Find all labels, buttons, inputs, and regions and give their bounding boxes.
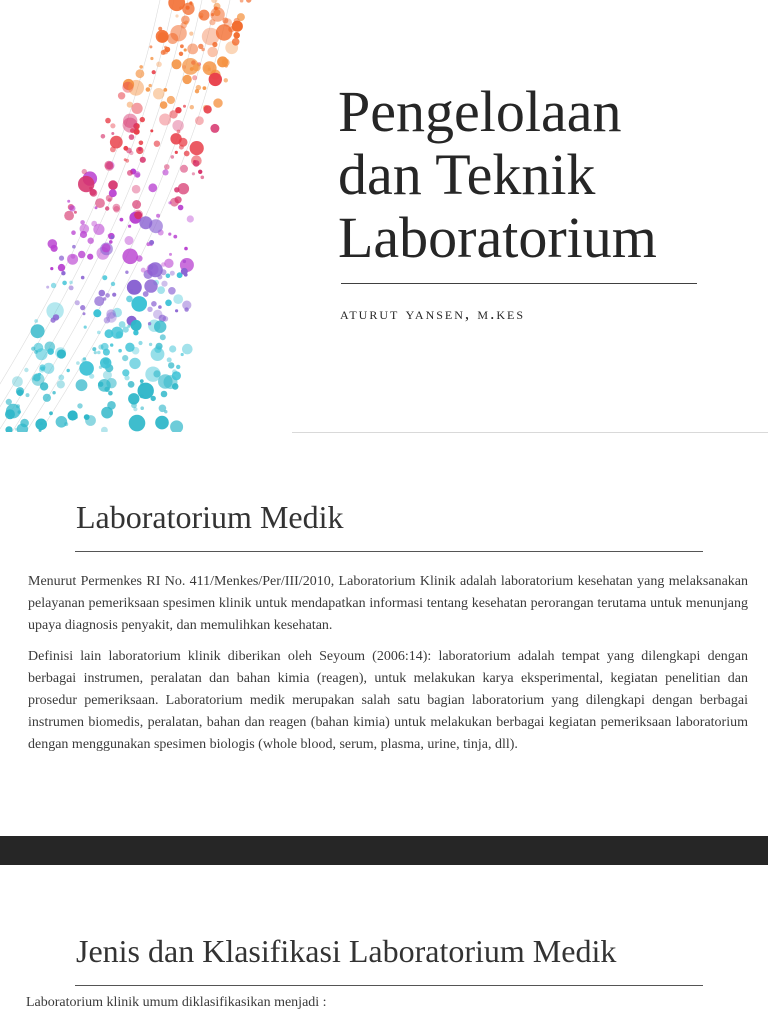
decorative-dot bbox=[103, 297, 107, 301]
decorative-dot bbox=[46, 286, 49, 289]
decorative-dot bbox=[49, 411, 53, 415]
decorative-dot bbox=[125, 343, 134, 352]
decorative-dot bbox=[184, 151, 190, 157]
decorative-dot bbox=[53, 314, 59, 320]
decorative-dot bbox=[143, 291, 149, 297]
decorative-dot bbox=[175, 151, 178, 154]
decorative-dot bbox=[182, 344, 193, 355]
decorative-dot bbox=[152, 70, 156, 74]
decorative-dot bbox=[52, 391, 55, 394]
decorative-dot bbox=[99, 366, 102, 369]
decorative-dot bbox=[61, 271, 65, 275]
decorative-dot bbox=[12, 376, 23, 387]
decorative-dot bbox=[38, 373, 41, 376]
decorative-dot bbox=[129, 415, 146, 432]
decorative-dot bbox=[165, 300, 172, 307]
decorative-dot bbox=[129, 358, 140, 369]
decorative-dot bbox=[180, 44, 184, 48]
title-line-2: dan Teknik bbox=[338, 142, 596, 207]
decorative-dot bbox=[26, 393, 30, 397]
laboratorium-medik-slide bbox=[0, 433, 768, 836]
decorative-dot bbox=[148, 265, 153, 270]
decorative-dot bbox=[149, 45, 152, 48]
decorative-dot bbox=[146, 87, 151, 92]
decorative-dot bbox=[187, 215, 194, 222]
decorative-dot bbox=[88, 238, 94, 244]
decorative-dot bbox=[103, 371, 112, 380]
decorative-dot bbox=[161, 262, 166, 267]
decorative-dot bbox=[89, 374, 94, 379]
decorative-dot bbox=[110, 123, 115, 128]
decorative-dot bbox=[192, 172, 195, 175]
decorative-dot bbox=[111, 235, 115, 239]
decorative-dot bbox=[173, 294, 183, 304]
decorative-dot bbox=[102, 243, 111, 252]
decorative-dot bbox=[138, 341, 142, 345]
decorative-dot bbox=[172, 59, 182, 69]
decorative-dot bbox=[156, 62, 162, 68]
decorative-dot bbox=[154, 346, 161, 353]
decorative-dot bbox=[161, 391, 168, 398]
decorative-dot bbox=[189, 31, 193, 35]
decorative-dot bbox=[132, 200, 141, 209]
heading-divider bbox=[75, 551, 703, 552]
decorative-dot bbox=[67, 200, 70, 203]
decorative-dot bbox=[64, 422, 68, 426]
decorative-dot bbox=[79, 361, 94, 376]
decorative-dot bbox=[198, 44, 203, 49]
decorative-dot bbox=[136, 69, 145, 78]
decorative-dot bbox=[91, 221, 97, 227]
decorative-dot bbox=[128, 381, 135, 388]
decorative-dot bbox=[167, 96, 175, 104]
decorative-dot bbox=[126, 296, 133, 303]
decorative-dot bbox=[207, 47, 217, 57]
decorative-dot bbox=[123, 146, 128, 151]
decorative-dot bbox=[122, 248, 138, 264]
decorative-dot bbox=[195, 116, 204, 125]
decorative-dot bbox=[103, 358, 109, 364]
decorative-dot bbox=[153, 310, 162, 319]
decorative-dot bbox=[190, 67, 194, 71]
decorative-dot bbox=[182, 75, 191, 84]
decorative-dot bbox=[160, 334, 166, 340]
decorative-dot bbox=[113, 206, 120, 213]
slide-body bbox=[28, 571, 748, 765]
decorative-dot bbox=[139, 65, 143, 69]
decorative-dot bbox=[131, 296, 147, 312]
decorative-dot bbox=[209, 19, 215, 25]
decorative-dot bbox=[59, 256, 64, 261]
decorative-dot bbox=[125, 236, 134, 245]
decorative-dot bbox=[150, 129, 153, 132]
decorative-dot bbox=[108, 180, 118, 190]
decorative-dot bbox=[160, 101, 168, 109]
decorative-dot bbox=[83, 357, 86, 360]
decorative-dot bbox=[134, 211, 142, 219]
decorative-dot bbox=[127, 170, 133, 176]
decorative-dot bbox=[158, 27, 162, 31]
decorative-dot bbox=[83, 312, 86, 315]
decorative-dot bbox=[105, 206, 109, 210]
decorative-dot bbox=[184, 48, 187, 51]
decorative-dot bbox=[154, 321, 166, 333]
decorative-dot bbox=[98, 379, 111, 392]
decorative-dot bbox=[153, 370, 160, 377]
decorative-dot bbox=[111, 132, 114, 135]
decorative-dot bbox=[211, 0, 217, 3]
decorative-dot bbox=[217, 56, 228, 67]
decorative-dot bbox=[208, 68, 211, 71]
slide-heading: Laboratorium Medik bbox=[76, 499, 344, 535]
decorative-dot bbox=[173, 235, 177, 239]
decorative-dot bbox=[71, 230, 76, 235]
decorative-dot bbox=[140, 157, 146, 163]
decorative-dot bbox=[184, 273, 188, 277]
decorative-dot bbox=[180, 165, 188, 173]
decorative-dot bbox=[131, 402, 137, 408]
decorative-dot bbox=[183, 105, 186, 108]
decorative-dot bbox=[161, 269, 167, 275]
decorative-dot bbox=[6, 399, 12, 405]
decorative-dot bbox=[164, 46, 167, 49]
decorative-dot bbox=[118, 349, 122, 353]
author-name: aturut yansen, m.kes bbox=[340, 304, 526, 323]
decorative-dot bbox=[43, 394, 51, 402]
decorative-dot bbox=[193, 160, 200, 167]
decorative-dot bbox=[178, 183, 189, 194]
decorative-dot bbox=[164, 259, 173, 268]
decorative-dot bbox=[109, 240, 113, 244]
decorative-dot bbox=[171, 155, 175, 159]
decorative-dot bbox=[57, 349, 66, 358]
decorative-dot bbox=[228, 26, 234, 32]
decorative-dot bbox=[138, 147, 142, 151]
paragraph-seyoum: Definisi lain laboratorium klinik diberikan oleh Seyoum (2006:14): laboratorium adalah tempat yang dilengkapi dengan berbagai instrumen, peralatan dan bahan kimia (reagen), untuk melakukan karya eksperimental, kegiatan penelitian dan prosedur pemeriksaan. Laboratorium medik merupakan salah satu bagian laboratorium yang dilengkapi dengan berbagai instrumen biomedis, peralatan, bahan dan reagen (bahan kimia) untuk melakukan berbagai kegiatan pemeriksaan laboratorium dengan menggunakan spesimen biologis (whole blood, serum, plasma, urine, tinja, dll). bbox=[28, 649, 748, 752]
decorative-dot bbox=[127, 280, 142, 295]
decorative-dot bbox=[181, 353, 184, 356]
decorative-dot bbox=[31, 347, 35, 351]
decorative-dot bbox=[68, 410, 78, 420]
decorative-dot bbox=[144, 279, 157, 292]
paragraph-permenkes: Menurut Permenkes RI No. 411/Menkes/Per/III/2010, Laboratorium Klinik adalah laboratorium kesehatan yang melaksanakan pelayanan pemeriksaan spesimen klinik untuk mendapatkan informasi tentang kesehatan perorangan terutama untuk menunjang upaya diagnosis penyakit, dan memulihkan kesehatan. bbox=[28, 574, 748, 633]
decorative-dot bbox=[50, 267, 53, 270]
decorative-dot bbox=[140, 117, 145, 122]
decorative-dot bbox=[140, 379, 144, 383]
decorative-dot bbox=[181, 15, 190, 24]
decorative-dot bbox=[136, 255, 142, 261]
decorative-dot bbox=[101, 134, 106, 139]
decorative-dot bbox=[74, 211, 77, 214]
decorative-dot bbox=[67, 369, 70, 372]
decorative-dot bbox=[246, 0, 251, 3]
decorative-dot bbox=[150, 57, 153, 60]
decorative-dot bbox=[128, 225, 131, 228]
decorative-dot bbox=[156, 30, 169, 43]
decorative-dot bbox=[5, 426, 12, 432]
decorative-dot bbox=[81, 276, 85, 280]
title-line-3: Laboratorium bbox=[338, 205, 657, 270]
decorative-dot bbox=[187, 44, 198, 55]
decorative-dot bbox=[76, 361, 80, 365]
decorative-dot bbox=[116, 331, 123, 338]
decorative-dot bbox=[58, 375, 64, 381]
decorative-dot bbox=[149, 219, 163, 233]
decorative-dot bbox=[128, 80, 144, 96]
decorative-dot bbox=[224, 78, 228, 82]
decorative-dot bbox=[97, 351, 101, 355]
decorative-dot bbox=[149, 84, 152, 87]
decorative-dot bbox=[203, 105, 211, 113]
decorative-dot bbox=[6, 404, 21, 419]
decorative-dot bbox=[127, 102, 133, 108]
decorative-dot bbox=[151, 301, 157, 307]
decorative-dot bbox=[154, 141, 160, 147]
decorative-dot bbox=[163, 316, 169, 322]
decorative-dot bbox=[182, 58, 199, 75]
decorative-dot bbox=[167, 357, 172, 362]
decorative-dot bbox=[162, 169, 168, 175]
decorative-dot bbox=[92, 347, 96, 351]
decorative-dot bbox=[149, 343, 152, 346]
decorative-dot bbox=[202, 28, 220, 46]
decorative-dot bbox=[129, 134, 135, 140]
decorative-dot bbox=[198, 170, 202, 174]
decorative-dot bbox=[110, 343, 113, 346]
decorative-dot bbox=[149, 240, 154, 245]
decorative-dot bbox=[107, 401, 116, 410]
decorative-dot bbox=[190, 105, 194, 109]
decorative-dot bbox=[168, 201, 171, 204]
title-slide bbox=[0, 0, 768, 432]
title-line-1: Pengelolaan bbox=[338, 79, 622, 144]
decorative-dot bbox=[84, 326, 87, 329]
decorative-dot bbox=[192, 75, 197, 80]
decorative-dot bbox=[168, 362, 174, 368]
decorative-dot bbox=[120, 218, 124, 222]
decorative-dot bbox=[178, 205, 184, 211]
decorative-dot bbox=[95, 198, 105, 208]
decorative-dot bbox=[157, 286, 165, 294]
decorative-dot bbox=[104, 161, 113, 170]
decorative-dot bbox=[111, 282, 115, 286]
decorative-dot bbox=[51, 283, 56, 288]
decorative-dot bbox=[233, 32, 240, 39]
decorative-dot bbox=[80, 231, 87, 238]
decorative-dot bbox=[122, 369, 129, 376]
decorative-dot bbox=[159, 405, 167, 413]
decorative-dot bbox=[129, 289, 133, 293]
decorative-dot bbox=[93, 309, 101, 317]
decorative-dot bbox=[169, 253, 172, 256]
decorative-dot bbox=[184, 247, 188, 251]
decorative-dot bbox=[76, 379, 88, 391]
decorative-dot bbox=[98, 344, 103, 349]
decorative-dot bbox=[75, 300, 80, 305]
decorative-dot bbox=[119, 321, 126, 328]
decorative-dot bbox=[170, 271, 175, 276]
decorative-dot bbox=[47, 348, 54, 355]
decorative-dot bbox=[124, 158, 127, 161]
decorative-dot bbox=[148, 322, 151, 325]
decorative-dot bbox=[179, 52, 183, 56]
decorative-dot bbox=[240, 0, 244, 3]
decorative-dot bbox=[97, 331, 101, 335]
decorative-dot bbox=[110, 147, 116, 153]
title-divider bbox=[341, 283, 697, 284]
decorative-dot bbox=[110, 136, 123, 149]
decorative-dot bbox=[201, 176, 205, 180]
decorative-dot bbox=[34, 319, 38, 323]
decorative-dot bbox=[166, 274, 171, 279]
decorative-dot bbox=[62, 281, 67, 286]
decorative-dot bbox=[36, 348, 48, 360]
decorative-dot bbox=[58, 264, 65, 271]
decorative-dot bbox=[112, 293, 116, 297]
decorative-dot bbox=[101, 427, 108, 432]
decorative-dot bbox=[123, 118, 138, 133]
decorative-dot bbox=[94, 351, 97, 354]
decorative-dot bbox=[77, 403, 82, 408]
decorative-dot bbox=[186, 6, 190, 10]
decorative-dot bbox=[175, 14, 178, 17]
heading-divider bbox=[75, 985, 703, 986]
jenis-klasifikasi-slide bbox=[0, 865, 768, 1024]
decorative-dot bbox=[124, 375, 129, 380]
decorative-dot bbox=[169, 345, 176, 352]
decorative-dot bbox=[132, 103, 143, 114]
decorative-dot bbox=[34, 350, 38, 354]
decorative-dot bbox=[168, 233, 171, 236]
decorative-dot bbox=[167, 33, 178, 44]
decorative-dot bbox=[82, 169, 87, 174]
decorative-dot bbox=[118, 92, 125, 99]
decorative-dot bbox=[195, 89, 199, 93]
classification-intro: Laboratorium klinik umum diklasifikasikan menjadi : bbox=[26, 995, 327, 1010]
decorative-dot bbox=[99, 290, 106, 297]
decorative-dot bbox=[108, 198, 112, 202]
decorative-dot bbox=[157, 275, 162, 280]
decorative-dot bbox=[69, 205, 75, 211]
decorative-dot bbox=[108, 391, 113, 396]
presentation-title bbox=[338, 80, 738, 269]
decorative-dot bbox=[132, 185, 141, 194]
decorative-dot bbox=[40, 364, 46, 370]
decorative-dot bbox=[51, 245, 58, 252]
decorative-dot bbox=[87, 254, 93, 260]
slide-gap-band bbox=[0, 836, 768, 865]
decorative-dot bbox=[35, 419, 47, 431]
decorative-dot bbox=[57, 380, 65, 388]
decorative-dot bbox=[122, 355, 128, 361]
decorative-dot bbox=[175, 196, 182, 203]
slide-heading: Jenis dan Klasifikasi Laboratorium Medik bbox=[76, 933, 617, 969]
decorative-dot bbox=[175, 309, 178, 312]
decorative-dot bbox=[210, 124, 219, 133]
decorative-dot bbox=[163, 88, 167, 92]
decorative-dot bbox=[69, 281, 73, 285]
decorative-dot bbox=[64, 211, 74, 221]
decorative-dot bbox=[164, 164, 170, 170]
decorative-dot bbox=[78, 251, 85, 258]
decorative-dot bbox=[80, 305, 85, 310]
decorative-dot bbox=[141, 268, 146, 273]
decorative-dot bbox=[102, 275, 107, 280]
decorative-dot bbox=[176, 365, 180, 369]
decorative-dot bbox=[94, 296, 104, 306]
decorative-dot bbox=[172, 383, 179, 390]
decorative-dot bbox=[155, 416, 169, 430]
decorative-dot bbox=[199, 10, 210, 21]
decorative-dot bbox=[156, 214, 160, 218]
decorative-dot bbox=[31, 324, 45, 338]
decorative-dot bbox=[170, 133, 181, 144]
decorative-dot bbox=[213, 98, 222, 107]
decorative-dot bbox=[168, 287, 176, 295]
decorative-dot bbox=[105, 293, 110, 298]
decorative-dot bbox=[151, 396, 156, 401]
decorative-dot bbox=[139, 141, 144, 146]
decorative-dot bbox=[170, 420, 183, 432]
decorative-dot bbox=[39, 429, 42, 432]
decorative-dot bbox=[140, 406, 144, 410]
decorative-dot bbox=[85, 415, 96, 426]
decorative-dots-graphic bbox=[0, 0, 300, 432]
decorative-dot bbox=[172, 369, 177, 374]
decorative-dot bbox=[105, 118, 111, 124]
decorative-dot bbox=[72, 245, 76, 249]
decorative-dot bbox=[184, 307, 188, 311]
decorative-dot bbox=[237, 13, 245, 21]
decorative-dot bbox=[169, 110, 177, 118]
decorative-dot bbox=[125, 271, 128, 274]
decorative-dot bbox=[148, 183, 157, 192]
decorative-dot bbox=[174, 187, 179, 192]
decorative-dot bbox=[106, 309, 116, 319]
decorative-dot bbox=[179, 145, 184, 150]
decorative-dot bbox=[209, 73, 222, 86]
decorative-dot bbox=[103, 349, 110, 356]
decorative-dot bbox=[161, 281, 167, 287]
decorative-dot bbox=[190, 141, 204, 155]
decorative-dot bbox=[69, 286, 74, 291]
decorative-dot bbox=[24, 368, 28, 372]
decorative-dot bbox=[177, 130, 181, 134]
decorative-dot bbox=[67, 254, 78, 265]
decorative-dot bbox=[135, 173, 140, 178]
decorative-dot bbox=[16, 387, 24, 395]
decorative-dot bbox=[232, 38, 240, 46]
decorative-dot bbox=[78, 176, 94, 192]
decorative-dot bbox=[159, 114, 171, 126]
decorative-dot bbox=[131, 320, 142, 331]
decorative-dot bbox=[105, 329, 114, 338]
decorative-dot bbox=[158, 305, 162, 309]
decorative-dot bbox=[179, 6, 182, 9]
decorative-dot bbox=[153, 88, 164, 99]
decorative-dot bbox=[109, 189, 117, 197]
decorative-dot bbox=[147, 307, 152, 312]
decorative-dot bbox=[203, 86, 207, 90]
